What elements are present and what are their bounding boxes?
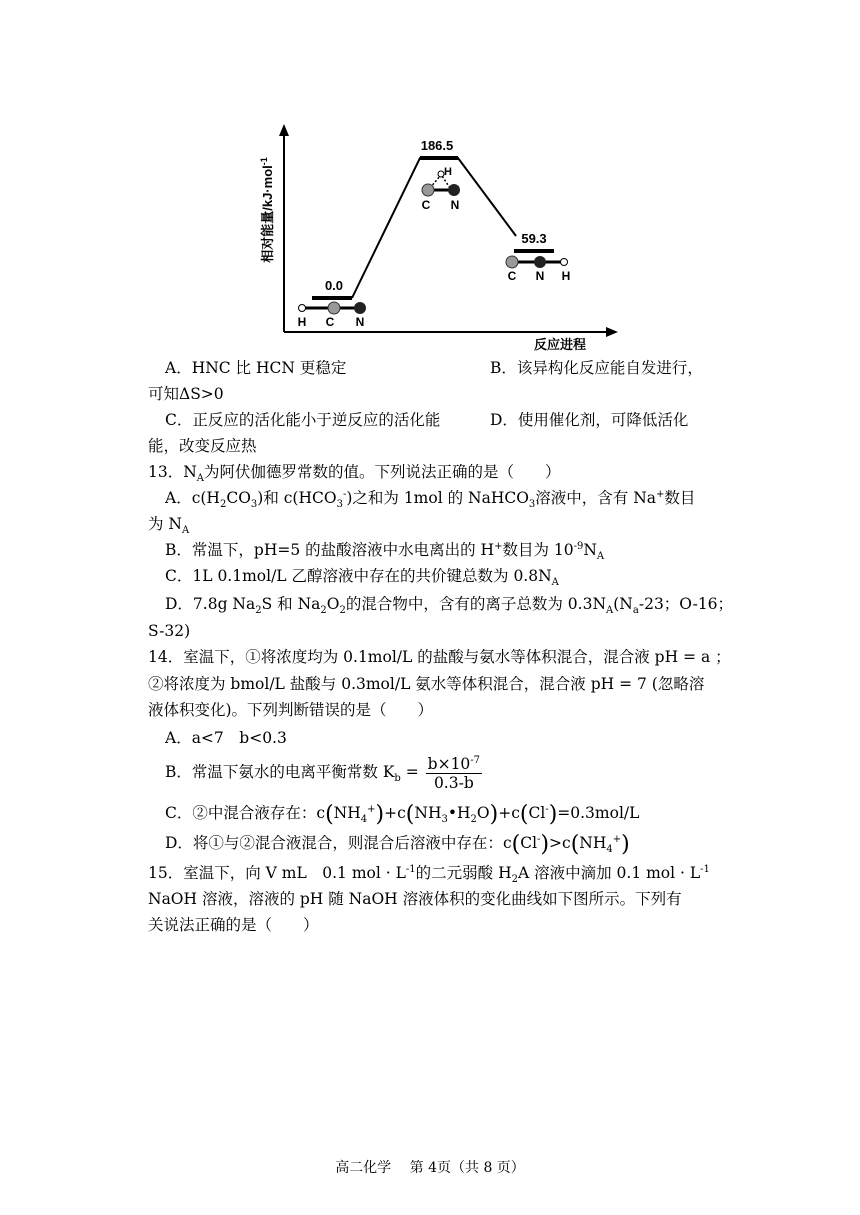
energy-diagram xyxy=(250,120,630,355)
q13-option-c: C．1L 0.1mol/L 乙醇溶液中存在的共价键总数为 $0.8N_A$ xyxy=(165,567,559,589)
x-axis-label: 反应进程 xyxy=(533,337,587,352)
q14-stem-2: ②将浓度为 bmol/L 盐酸与 0.3mol/L 氨水等体积混合，混合液 pH = 7 (忽略溶 xyxy=(148,675,705,693)
q14-option-b: B．常温下氨水的电离平衡常数 $K_b$ = $\frac{b\times 10^{-7}}{0.3-b}$ xyxy=(165,754,481,792)
q14-option-d: D．将①与②混合液混合，则混合后溶液中存在：$c(Cl^-)>c(NH_4^+)$ xyxy=(165,832,630,857)
q14-stem-3: 液体积变化)。下列判断错误的是（ ） xyxy=(148,701,434,719)
hcn-molecule xyxy=(506,256,570,283)
level-value-hcn: 59.3 xyxy=(521,231,547,246)
q13-option-a-cont: 为 $N_A$ xyxy=(148,515,190,537)
q15-line-1: 15．室温下，向 V mL 0.1 mol · $L^{-1}$的二元弱酸 $H_2A$ 溶液中滴加 0.1 mol · $L^{-1}$ xyxy=(148,863,710,886)
svg-text:N: N xyxy=(535,269,545,283)
q12-option-d-cont: 能，改变反应热 xyxy=(148,437,257,455)
q13-option-b: B．常温下，pH=5 的盐酸溶液中水电离出的 H+数目为 $10^{-9}N_A$ xyxy=(165,540,605,563)
q14-option-a: A．a<7 b<0.3 xyxy=(165,729,287,747)
q12-option-b: B．该异构化反应能自发进行， xyxy=(490,359,703,377)
svg-text:C: C xyxy=(325,315,335,329)
transition-state-molecule xyxy=(422,166,460,212)
q12-option-d: D．使用催化剂，可降低活化 xyxy=(490,411,689,429)
svg-text:C: C xyxy=(507,269,517,283)
kb-fraction: $\frac{b\times 10^{-7}}{0.3-b}$ xyxy=(427,754,481,792)
q14-stem-1: 14．室温下，①将浓度均为 0.1mol/L 的盐酸与氨水等体积混合，混合液 pH = a ； xyxy=(148,648,731,666)
x-axis-arrow xyxy=(606,327,618,337)
svg-text:C: C xyxy=(421,198,431,212)
hnc-molecule xyxy=(298,302,366,329)
svg-text:H: H xyxy=(561,269,571,283)
q13-stem: 13．$N_A$为阿伏伽德罗常数的值。下列说法正确的是（ ） xyxy=(148,463,561,485)
svg-text:H: H xyxy=(297,315,307,329)
reaction-path xyxy=(352,158,516,298)
q13-option-d: D．7.8g $Na_2S$ 和 $Na_2O_2$的混合物中，含有的离子总数为 $0.3N_A(N_a-23$；O-16； xyxy=(165,595,734,617)
q15-line-3: 关说法正确的是（ ） xyxy=(148,916,319,934)
q15-line-2: NaOH 溶液，溶液的 pH 随 NaOH 溶液体积的变化曲线如下图所示。下列有 xyxy=(148,890,682,908)
level-value-ts: 186.5 xyxy=(420,138,454,153)
svg-text:H: H xyxy=(444,166,452,178)
page-footer: 高二化学 第 4页（共 8 页） xyxy=(335,1160,525,1176)
level-value-hnc: 0.0 xyxy=(324,278,344,293)
y-axis-arrow xyxy=(279,124,289,136)
svg-text:N: N xyxy=(355,315,365,329)
q13-option-a: A．$c(H_2CO_3)$和 $c(HCO_3^-)$之和为 1mol 的 NaHCO$_3$溶液中，含有 Na+数目 xyxy=(165,488,696,511)
q12-option-b-cont: 可知ΔS>0 xyxy=(148,385,224,403)
q14-option-c: C．②中混合液存在：$c(NH_4^+)+c(NH_3•H_2O)+c(Cl^-)=0.3mol/L$ xyxy=(165,802,640,827)
q12-option-a: A．HNC 比 HCN 更稳定 xyxy=(165,359,347,377)
y-axis-label: 相对能量/kJ·mol$^{-1}$ xyxy=(259,157,275,263)
q13-option-d-cont: S-32) xyxy=(148,622,191,640)
q12-option-c: C．正反应的活化能小于逆反应的活化能 xyxy=(165,411,441,429)
svg-text:N: N xyxy=(450,198,460,212)
